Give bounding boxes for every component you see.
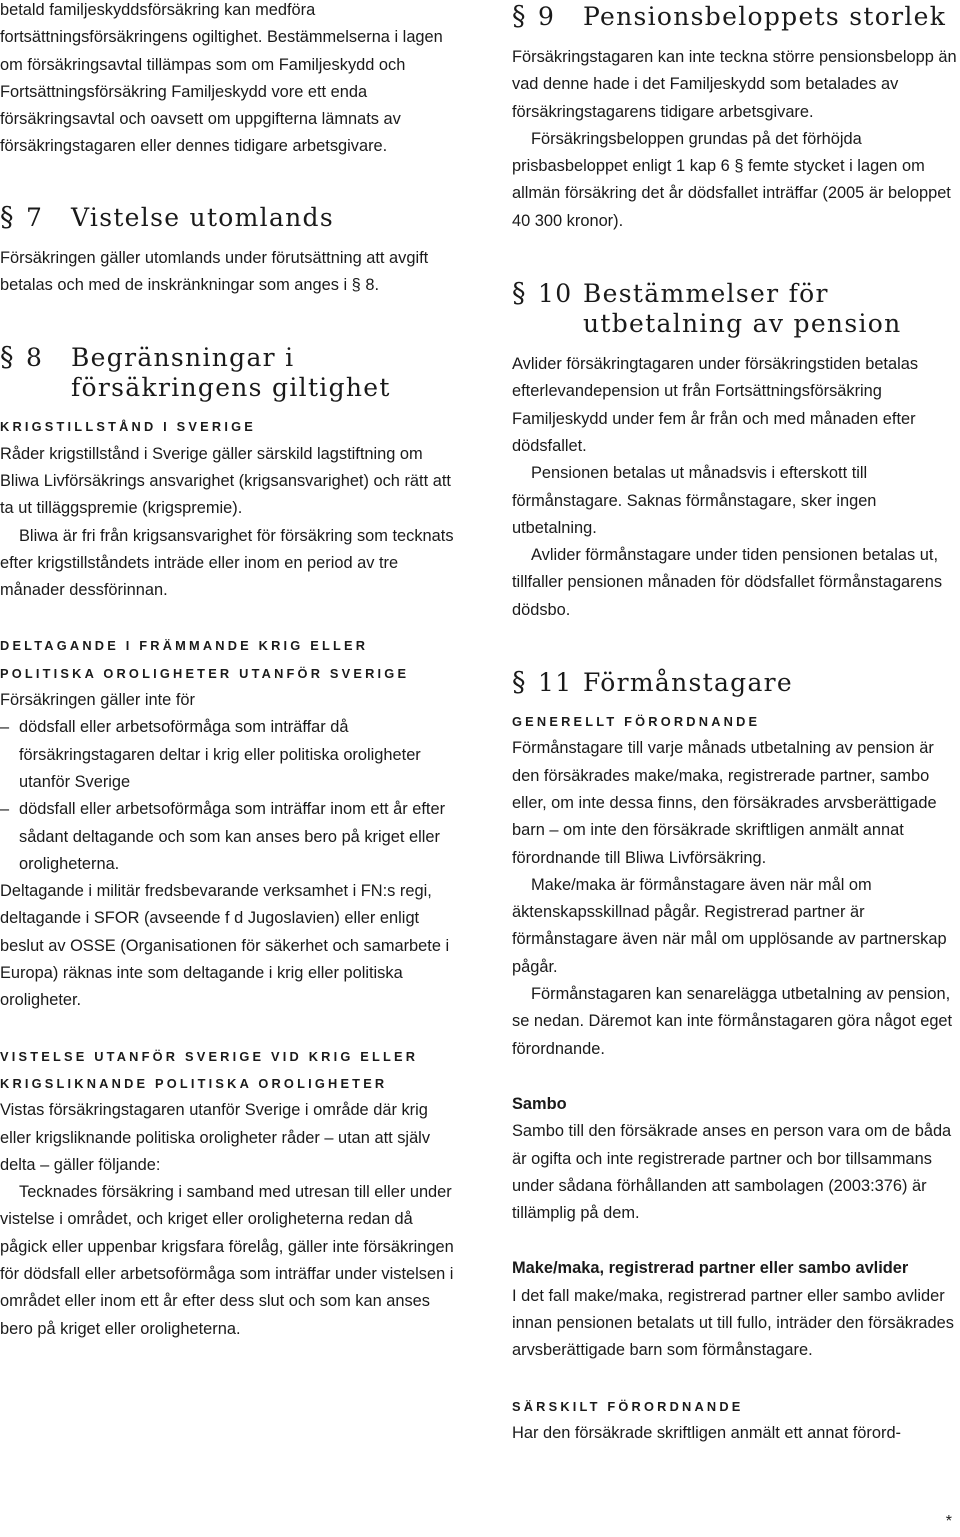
page-mark: * xyxy=(945,1513,952,1530)
heading-sambo: Sambo xyxy=(512,1094,567,1113)
section-number: 10 xyxy=(538,279,573,309)
section-number: 7 xyxy=(26,202,44,232)
paragraph: Avlider försäkringtagaren under försäkringstiden betalas efterlevandepension ut från Fortsättningsförsäkring Familjeskydd under fem år från och med månaden efter dödsfallet. xyxy=(512,355,919,455)
section-title: Förmånstagare xyxy=(583,668,794,698)
paragraph: Bliwa är fri från krigsansvarighet för försäkring som tecknats efter krigstillståndets inträde eller inom en period av tre månader dessförinnan. xyxy=(0,526,454,600)
subheading-sarskilt: SÄRSKILT FÖRORDNANDE xyxy=(512,1398,744,1414)
paragraph-symbol: § xyxy=(512,667,527,699)
subheading-generellt: GENERELLT FÖRORDNANDE xyxy=(512,714,761,730)
paragraph: Sambo till den försäkrade anses en person vara om de båda är ogifta och inte registrerade partner och bor tillsammans under sådana förhållanden att sambolagen (2003:376) är tillämplig på dem. xyxy=(512,1122,952,1223)
subheading-krigstillstand: KRIGSTILLSTÅND I SVERIGE xyxy=(0,419,256,435)
left-column xyxy=(0,0,458,1343)
exclusion-list xyxy=(0,714,458,878)
section-number: 11 xyxy=(538,668,573,698)
paragraph: Vistas försäkringstagaren utanför Sverige i område där krig eller krigsliknande politiska oroligheter råder – utan att själv delta – gäller följande: xyxy=(0,1101,431,1174)
section-7-text: Försäkringen gäller utomlands under förutsättning att avgift betalas och med de inskränkningar som anges i § 8. xyxy=(0,248,429,295)
section-title: Begränsningar i försäkringens giltighet xyxy=(71,343,391,403)
paragraph: Pensionen betalas ut månadsvis i efterskott till förmånstagare. Saknas förmånstagare, sker ingen utbetalning. xyxy=(512,464,877,537)
section-8-heading xyxy=(0,343,458,403)
paragraph: Avlider förmånstagare under tiden pensionen betalas ut, tillfaller pensionen månaden för dödsfallet förmånstagarens dödsbo. xyxy=(512,546,943,619)
list-item: – dödsfall eller arbetsoförmåga som inträffar inom ett år efter sådant deltagande och som kan anses bero på kriget eller oroligheterna. xyxy=(0,796,458,878)
section-number: 8 xyxy=(26,343,44,373)
paragraph-symbol: § xyxy=(512,1,527,32)
list-item: – dödsfall eller arbetsoförmåga som inträffar då försäkringstagaren deltar i krig eller politiska oroligheter utanför Sverige xyxy=(0,714,458,796)
paragraph: Har den försäkrade skriftligen anmält ett annat förord- xyxy=(512,1423,902,1442)
section-7-heading xyxy=(0,203,458,233)
subheading-vistelse: VISTELSE UTANFÖR SVERIGE VID KRIG ELLER KRIGSLIKNANDE POLITISKA OROLIGHETER xyxy=(0,1048,419,1091)
paragraph: Förmånstagare till varje månads utbetalning av pension är den försäkrades make/maka, registrerade partner, sambo eller, om inte dessa finns, den försäkrades arvsberättigade barn – om inte den försäkrade skriftligen anmält annat förordnande till Bliwa Livförsäkring. xyxy=(512,739,937,867)
section-title: Bestämmelser för utbetalning av pension xyxy=(583,279,902,339)
paragraph-symbol: § xyxy=(512,278,527,310)
paragraph: Make/maka är förmånstagare även när mål om äktenskapsskillnad pågår. Registrerad partner är förmånstagare även när mål om upplösande av partnerskap pågår. xyxy=(512,875,947,976)
paragraph: Försäkringen gäller inte för xyxy=(0,691,195,710)
section-9-heading xyxy=(512,2,960,32)
paragraph: Deltagande i militär fredsbevarande verksamhet i FN:s regi, deltagande i SFOR (avseende f d Jugoslavien) eller enligt beslut av OSSE (Organisationen för säkerhet och samarbete i Europa) räknas inte som deltagande i krig eller politiska oroligheter. xyxy=(0,882,450,1010)
subheading-deltagande: DELTAGANDE I FRÄMMANDE KRIG ELLER POLITISKA OROLIGHETER UTANFÖR SVERIGE xyxy=(0,638,410,681)
section-title: Vistelse utomlands xyxy=(71,202,334,232)
paragraph: Förmånstagaren kan senarelägga utbetalning av pension, se nedan. Däremot kan inte förmånstagaren göra något eget förordnande. xyxy=(512,985,953,1058)
section-10-heading xyxy=(512,279,960,339)
paragraph: Försäkringstagaren kan inte teckna större pensionsbelopp än vad denne hade i det Familjeskydd som betalades av försäkringstagarens tidigare arbetsgivare. xyxy=(512,48,957,121)
paragraph: I det fall make/maka, registrerad partner eller sambo avlider innan pensionen betalats ut till fullo, inträder den försäkrades arvsberättigade barn som förmånstagare. xyxy=(512,1286,954,1360)
right-column xyxy=(512,0,960,1447)
section-title: Pensionsbeloppets storlek xyxy=(583,2,947,31)
intro-paragraph: betald familjeskyddsförsäkring kan medföra fortsättningsförsäkringens ogiltighet. Bestämmelserna i lagen om försäkringsavtal tillämpas som om Familjeskydd och Fortsättningsförsäkring Familjeskydd vore ett enda försäkringsavtal och oavsett om uppgifterna lämnats av försäkringstagaren eller dennes tidigare arbetsgivare. xyxy=(0,1,443,156)
heading-make-maka: Make/maka, registrerad partner eller sambo avlider xyxy=(512,1259,909,1278)
section-number: 9 xyxy=(538,2,556,31)
paragraph-symbol: § xyxy=(0,342,15,374)
paragraph: Råder krigstillstånd i Sverige gäller särskild lagstiftning om Bliwa Livförsäkrings ansvarighet (krigsansvarighet) och rätt att ta ut tilläggspremie (krigspremie). xyxy=(0,444,451,518)
paragraph: Tecknades försäkring i samband med utresan till eller under vistelse i området, och kriget eller oroligheterna redan då pågick eller uppenbar krigsfara förelåg, gäller inte försäkringen för dödsfall eller arbetsoförmåga som inträffar under vistelsen i området eller inom ett år efter dess slut och som kan anses bero på kriget eller oroligheterna. xyxy=(0,1183,454,1338)
paragraph: Försäkringsbeloppen grundas på det förhöjda prisbasbeloppet enligt 1 kap 6 § femte stycket i lagen om allmän försäkring det år dödsfallet inträffar (2005 är beloppet 40 300 kronor). xyxy=(512,129,951,230)
paragraph-symbol: § xyxy=(0,201,15,233)
section-11-heading xyxy=(512,668,960,698)
